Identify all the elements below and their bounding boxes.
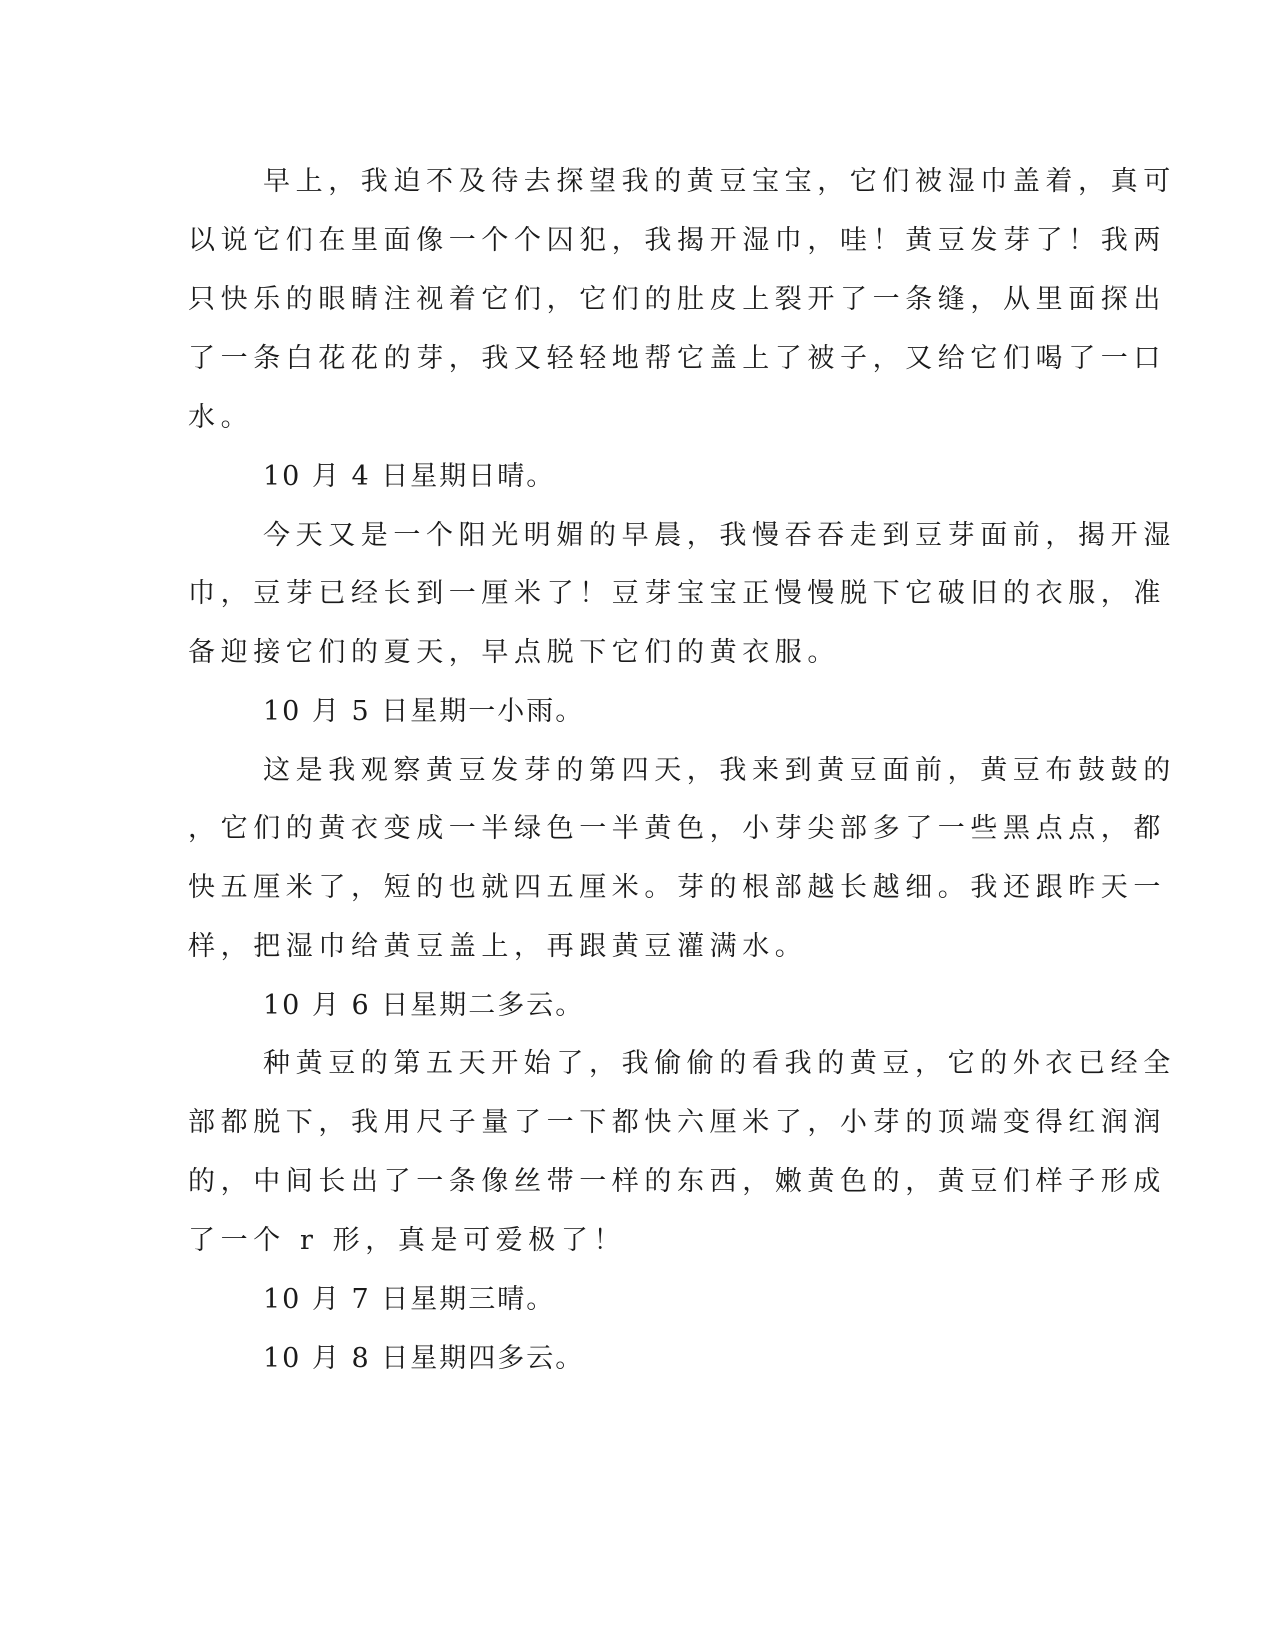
date-heading-oct-7: 10 月 7 日星期三晴。 <box>263 1284 556 1315</box>
paragraph-4-line-3: 的，中间长出了一条像丝带一样的东西，嫩黄色的，黄豆们样子形成 <box>188 1166 1166 1197</box>
paragraph-2-line-2: 巾，豆芽已经长到一厘米了！豆芽宝宝正慢慢脱下它破旧的衣服，准 <box>188 578 1166 609</box>
paragraph-1-line-1: 早上，我迫不及待去探望我的黄豆宝宝，它们被湿巾盖着，真可 <box>263 166 1176 197</box>
date-heading-oct-6: 10 月 6 日星期二多云。 <box>263 990 585 1021</box>
paragraph-3-line-2: ，它们的黄衣变成一半绿色一半黄色，小芽尖部多了一些黑点点，都 <box>188 813 1166 844</box>
paragraph-1-line-3: 只快乐的眼睛注视着它们，它们的肚皮上裂开了一条缝，从里面探出 <box>188 284 1166 315</box>
paragraph-2-line-3: 备迎接它们的夏天，早点脱下它们的黄衣服。 <box>188 637 840 668</box>
paragraph-3-line-1: 这是我观察黄豆发芽的第四天，我来到黄豆面前，黄豆布鼓鼓的 <box>263 755 1176 786</box>
paragraph-4-line-2: 部都脱下，我用尺子量了一下都快六厘米了，小芽的顶端变得红润润 <box>188 1107 1166 1138</box>
paragraph-3-line-3: 快五厘米了，短的也就四五厘米。芽的根部越长越细。我还跟昨天一 <box>188 872 1166 903</box>
paragraph-4-line-1: 种黄豆的第五天开始了，我偷偷的看我的黄豆，它的外衣已经全 <box>263 1048 1176 1079</box>
paragraph-1-line-5: 水。 <box>188 402 254 433</box>
date-heading-oct-5: 10 月 5 日星期一小雨。 <box>263 696 585 727</box>
paragraph-4-line-4: 了一个 r 形，真是可爱极了！ <box>188 1225 627 1256</box>
paragraph-3-line-4: 样，把湿巾给黄豆盖上，再跟黄豆灌满水。 <box>188 931 808 962</box>
paragraph-1-line-4: 了一条白花花的芽，我又轻轻地帮它盖上了被子，又给它们喝了一口 <box>188 343 1166 374</box>
paragraph-2-line-1: 今天又是一个阳光明媚的早晨，我慢吞吞走到豆芽面前，揭开湿 <box>263 520 1176 551</box>
date-heading-oct-8: 10 月 8 日星期四多云。 <box>263 1343 585 1374</box>
paragraph-1-line-2: 以说它们在里面像一个个囚犯，我揭开湿巾，哇！黄豆发芽了！我两 <box>188 225 1166 256</box>
date-heading-oct-4: 10 月 4 日星期日晴。 <box>263 461 556 492</box>
